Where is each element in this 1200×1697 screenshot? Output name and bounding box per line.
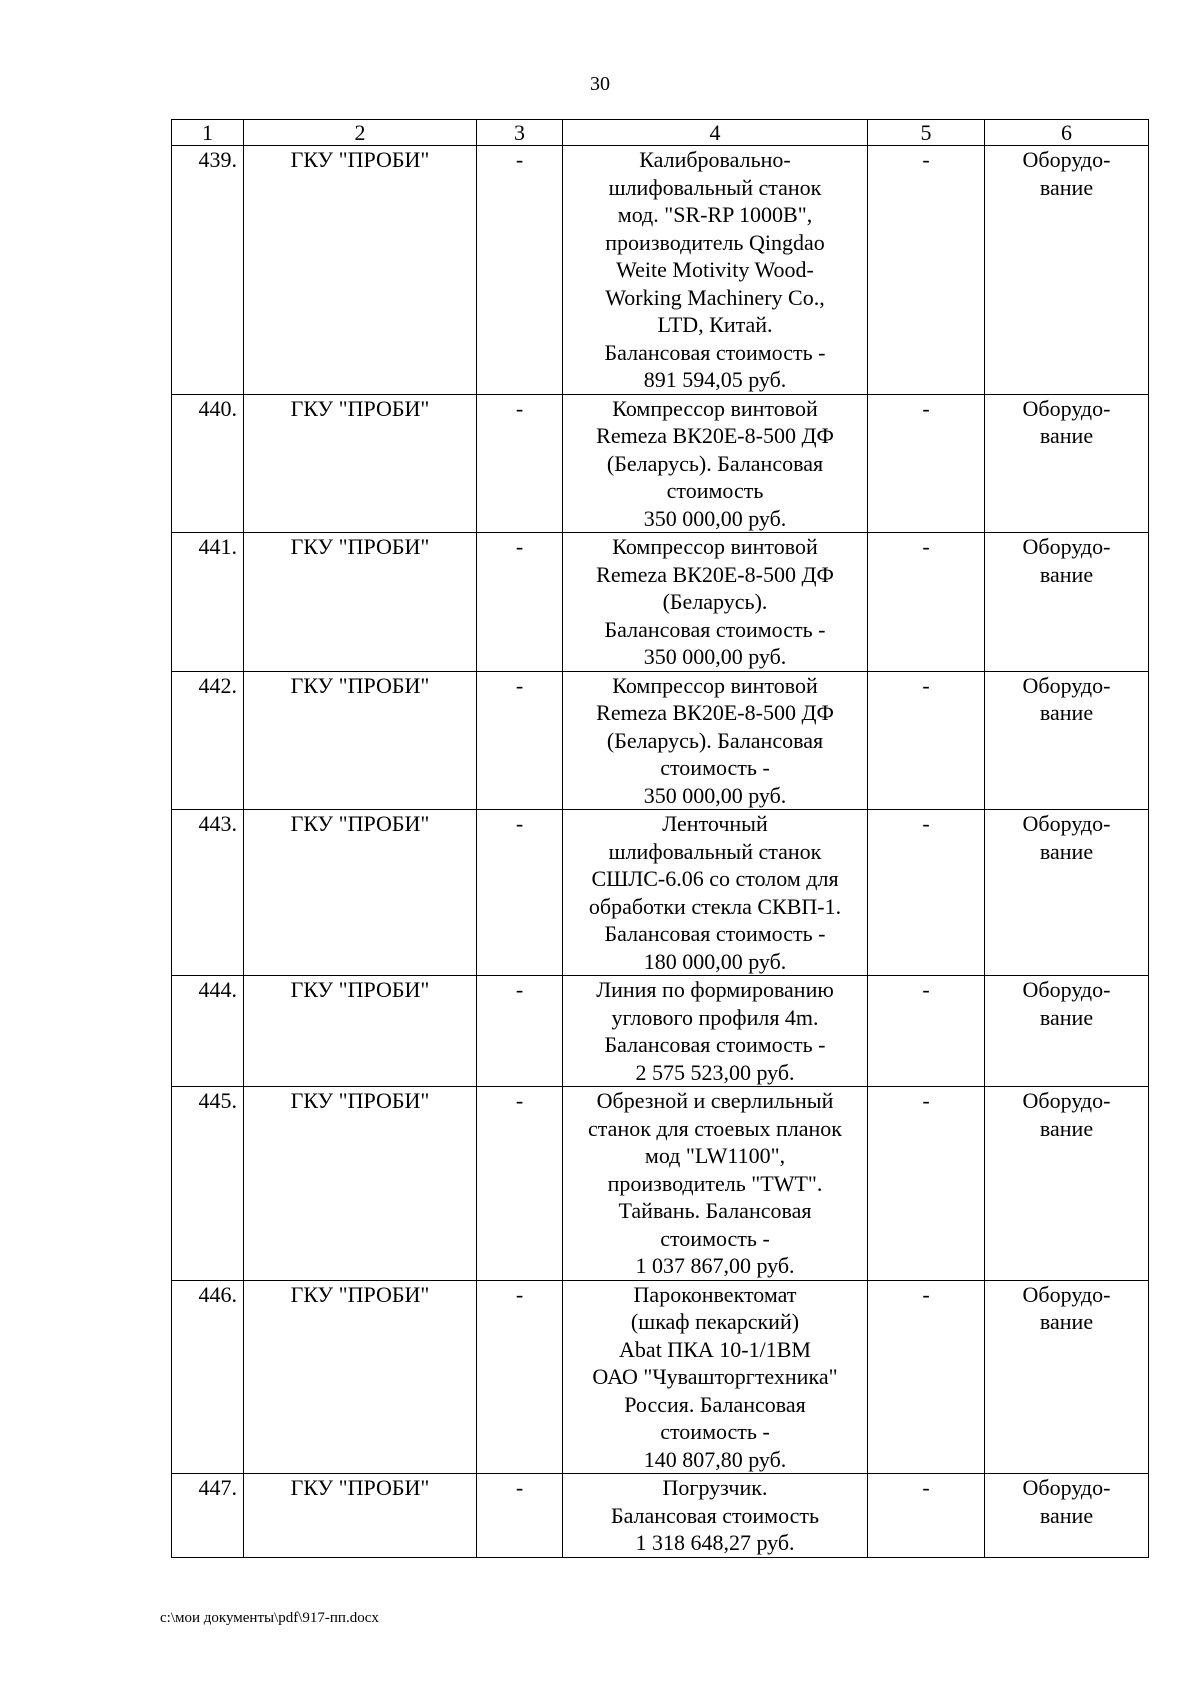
category-line: Оборудо- bbox=[1022, 147, 1111, 172]
category-line: вание bbox=[1039, 174, 1094, 200]
property-description bbox=[563, 1474, 868, 1558]
column-header-6: 6 bbox=[985, 120, 1149, 146]
property-description bbox=[563, 146, 868, 395]
column-3-value: - bbox=[477, 1280, 563, 1474]
column-3-value: - bbox=[477, 533, 563, 672]
description-line: Weite Motivity Wood- bbox=[616, 257, 814, 282]
description-line: Компрессор винтовой bbox=[612, 672, 818, 698]
category-line: Оборудо- bbox=[1022, 672, 1111, 698]
description-line: обработки стекла СКВП-1. bbox=[588, 893, 842, 919]
row-number: 439. bbox=[172, 146, 244, 395]
category-line: вание bbox=[1039, 423, 1094, 448]
description-line: Балансовая стоимость bbox=[610, 1502, 820, 1528]
description-line: (шкаф пекарский) bbox=[630, 1309, 800, 1334]
column-5-value: - bbox=[868, 1087, 985, 1281]
property-description bbox=[563, 1087, 868, 1281]
description-line: (Беларусь). Балансовая bbox=[606, 727, 824, 753]
property-holder: ГКУ "ПРОБИ" bbox=[244, 146, 477, 395]
column-3-value: - bbox=[477, 810, 563, 976]
column-header-3: 3 bbox=[477, 120, 563, 146]
column-3-value: - bbox=[477, 146, 563, 395]
description-line: (Беларусь). bbox=[662, 589, 768, 614]
row-number: 444. bbox=[172, 976, 244, 1087]
category-line: Оборудо- bbox=[1022, 977, 1111, 1002]
description-line: Working Machinery Co., bbox=[605, 284, 825, 310]
description-line: углового профиля 4m. bbox=[611, 1004, 819, 1030]
description-line: Линия по формированию bbox=[596, 977, 834, 1002]
description-line: СШЛС-6.06 со столом для bbox=[591, 866, 839, 891]
column-header-4: 4 bbox=[563, 120, 868, 146]
description-line: Балансовая стоимость - bbox=[604, 921, 826, 946]
property-holder: ГКУ "ПРОБИ" bbox=[244, 976, 477, 1087]
property-description bbox=[563, 671, 868, 810]
property-holder: ГКУ "ПРОБИ" bbox=[244, 671, 477, 810]
column-3-value: - bbox=[477, 394, 563, 533]
property-category bbox=[985, 671, 1149, 810]
description-line: шлифовальный станок bbox=[608, 174, 822, 200]
row-number: 442. bbox=[172, 671, 244, 810]
description-line: 891 594,05 руб. bbox=[643, 367, 787, 392]
description-line: Погрузчик. bbox=[662, 1475, 768, 1500]
property-description bbox=[563, 810, 868, 976]
description-line: стоимость - bbox=[660, 755, 770, 780]
category-line: вание bbox=[1039, 838, 1094, 864]
column-5-value: - bbox=[868, 394, 985, 533]
description-line: стоимость - bbox=[660, 1419, 770, 1444]
description-line: LTD, Китай. bbox=[657, 312, 773, 337]
property-description bbox=[563, 1280, 868, 1474]
description-line: 1 037 867,00 руб. bbox=[635, 1253, 795, 1278]
description-line: стоимость - bbox=[660, 1225, 770, 1251]
description-line: 140 807,80 руб. bbox=[643, 1446, 787, 1472]
description-line: Балансовая стоимость - bbox=[604, 1032, 826, 1057]
column-header-2: 2 bbox=[244, 120, 477, 146]
page-number: 30 bbox=[590, 73, 610, 95]
column-5-value: - bbox=[868, 671, 985, 810]
category-line: Оборудо- bbox=[1022, 534, 1111, 559]
table-row bbox=[172, 1474, 1149, 1558]
table-header-row bbox=[172, 120, 1149, 146]
table-row bbox=[172, 1087, 1149, 1281]
table-row bbox=[172, 810, 1149, 976]
description-line: Пароконвектомат bbox=[633, 1281, 797, 1307]
property-description bbox=[563, 976, 868, 1087]
table-row bbox=[172, 1280, 1149, 1474]
column-5-value: - bbox=[868, 1280, 985, 1474]
column-header-5: 5 bbox=[868, 120, 985, 146]
description-line: 2 575 523,00 руб. bbox=[635, 1059, 795, 1085]
property-category bbox=[985, 146, 1149, 395]
row-number: 445. bbox=[172, 1087, 244, 1281]
column-5-value: - bbox=[868, 810, 985, 976]
row-number: 447. bbox=[172, 1474, 244, 1558]
category-line: Оборудо- bbox=[1022, 1281, 1111, 1307]
category-line: вание bbox=[1039, 1309, 1094, 1334]
column-header-1: 1 bbox=[172, 120, 244, 146]
column-3-value: - bbox=[477, 1474, 563, 1558]
description-line: Remeza ВК20Е-8-500 ДФ bbox=[596, 700, 834, 725]
description-line: Ленточный bbox=[662, 811, 768, 836]
category-line: Оборудо- bbox=[1022, 811, 1111, 836]
description-line: станок для стоевых планок bbox=[588, 1115, 842, 1141]
column-5-value: - bbox=[868, 146, 985, 395]
property-holder: ГКУ "ПРОБИ" bbox=[244, 1087, 477, 1281]
column-5-value: - bbox=[868, 533, 985, 672]
description-line: ОАО "Чувашторгтехника" bbox=[592, 1364, 838, 1389]
description-line: 350 000,00 руб. bbox=[643, 782, 787, 808]
category-line: вание bbox=[1039, 700, 1094, 725]
description-line: Abat ПКА 10-1/1ВМ bbox=[619, 1336, 811, 1362]
description-line: Компрессор винтовой bbox=[612, 395, 818, 421]
description-line: 350 000,00 руб. bbox=[643, 644, 787, 669]
category-line: вание bbox=[1039, 1004, 1094, 1030]
description-line: Балансовая стоимость - bbox=[604, 616, 826, 642]
description-line: 1 318 648,27 руб. bbox=[635, 1530, 795, 1555]
column-5-value: - bbox=[868, 976, 985, 1087]
description-line: Компрессор винтовой bbox=[612, 534, 818, 559]
property-category bbox=[985, 1474, 1149, 1558]
category-line: Оборудо- bbox=[1022, 395, 1111, 421]
table-row bbox=[172, 533, 1149, 672]
category-line: Оборудо- bbox=[1022, 1088, 1111, 1113]
property-holder: ГКУ "ПРОБИ" bbox=[244, 1474, 477, 1558]
property-category bbox=[985, 1280, 1149, 1474]
table-row bbox=[172, 671, 1149, 810]
description-line: стоимость bbox=[666, 478, 764, 503]
description-line: производитель "TWT". bbox=[607, 1170, 823, 1196]
description-line: 350 000,00 руб. bbox=[643, 505, 787, 531]
category-line: Оборудо- bbox=[1022, 1475, 1111, 1500]
column-5-value: - bbox=[868, 1474, 985, 1558]
category-line: вание bbox=[1039, 1502, 1094, 1528]
description-line: Тайвань. Балансовая bbox=[618, 1198, 812, 1223]
table-row bbox=[172, 146, 1149, 395]
property-description bbox=[563, 394, 868, 533]
description-line: мод. "SR-RP 1000B", bbox=[617, 202, 813, 227]
description-line: (Беларусь). Балансовая bbox=[606, 450, 824, 476]
description-line: Remeza ВК20Е-8-500 ДФ bbox=[596, 423, 834, 448]
table-row bbox=[172, 394, 1149, 533]
property-description bbox=[563, 533, 868, 672]
column-3-value: - bbox=[477, 1087, 563, 1281]
description-line: Балансовая стоимость - bbox=[604, 339, 826, 365]
row-number: 440. bbox=[172, 394, 244, 533]
row-number: 446. bbox=[172, 1280, 244, 1474]
property-category bbox=[985, 976, 1149, 1087]
property-holder: ГКУ "ПРОБИ" bbox=[244, 533, 477, 672]
description-line: Калибровально- bbox=[639, 147, 791, 172]
property-holder: ГКУ "ПРОБИ" bbox=[244, 394, 477, 533]
property-category bbox=[985, 533, 1149, 672]
property-category bbox=[985, 394, 1149, 533]
description-line: шлифовальный станок bbox=[608, 838, 822, 864]
row-number: 443. bbox=[172, 810, 244, 976]
table-row bbox=[172, 976, 1149, 1087]
description-line: Remeza ВК20Е-8-500 ДФ bbox=[596, 561, 834, 587]
property-category bbox=[985, 1087, 1149, 1281]
description-line: производитель Qingdao bbox=[605, 229, 825, 255]
description-line: мод "LW1100", bbox=[644, 1143, 786, 1168]
footer-file-path: c:\мои документы\pdf\917-пп.docx bbox=[160, 1610, 379, 1626]
column-3-value: - bbox=[477, 671, 563, 810]
property-holder: ГКУ "ПРОБИ" bbox=[244, 810, 477, 976]
description-line: Россия. Балансовая bbox=[624, 1391, 806, 1417]
category-line: вание bbox=[1039, 1115, 1094, 1141]
column-3-value: - bbox=[477, 976, 563, 1087]
property-holder: ГКУ "ПРОБИ" bbox=[244, 1280, 477, 1474]
property-register-table bbox=[171, 119, 1149, 1558]
description-line: 180 000,00 руб. bbox=[643, 948, 787, 974]
category-line: вание bbox=[1039, 561, 1094, 587]
property-category bbox=[985, 810, 1149, 976]
row-number: 441. bbox=[172, 533, 244, 672]
description-line: Обрезной и сверлильный bbox=[596, 1088, 834, 1113]
